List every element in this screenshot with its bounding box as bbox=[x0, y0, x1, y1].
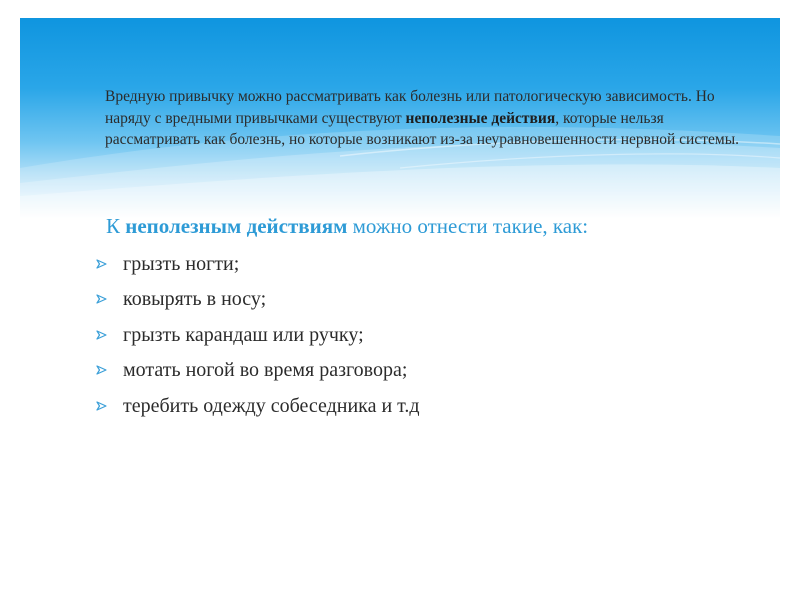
list-heading bbox=[106, 212, 766, 240]
arrow-bullet-icon bbox=[96, 329, 114, 341]
list-item bbox=[96, 317, 420, 353]
heading-suffix: можно отнести такие, как: bbox=[347, 214, 589, 238]
intro-paragraph bbox=[105, 86, 745, 151]
heading-prefix: К bbox=[106, 214, 126, 238]
habits-list bbox=[96, 246, 420, 424]
list-item-text: мотать ногой во время разговора; bbox=[123, 359, 408, 382]
list-item bbox=[96, 246, 420, 282]
arrow-bullet-icon bbox=[96, 400, 114, 412]
list-item bbox=[96, 282, 420, 318]
list-item bbox=[96, 353, 420, 389]
intro-text-part2: , которые нельзя рассматривать как болезнь, но которые возникают из-за неуравновешенности нервной системы. bbox=[105, 109, 739, 148]
list-item-text: грызть ногти; bbox=[123, 252, 240, 275]
intro-text-part1: Вредную привычку можно рассматривать как болезнь или патологическую зависимость. Но наряду с вредными привычками существуют bbox=[105, 88, 715, 127]
list-item bbox=[96, 388, 420, 424]
list-item-text: грызть карандаш или ручку; bbox=[123, 323, 364, 346]
arrow-bullet-icon bbox=[96, 293, 114, 305]
intro-bold-term: неполезные действия bbox=[405, 109, 556, 127]
list-item-text: теребить одежду собеседника и т.д bbox=[123, 394, 420, 417]
list-item-text: ковырять в носу; bbox=[123, 288, 267, 311]
arrow-bullet-icon bbox=[96, 258, 114, 270]
heading-bold-term: неполезным действиям bbox=[125, 214, 348, 238]
arrow-bullet-icon bbox=[96, 364, 114, 376]
